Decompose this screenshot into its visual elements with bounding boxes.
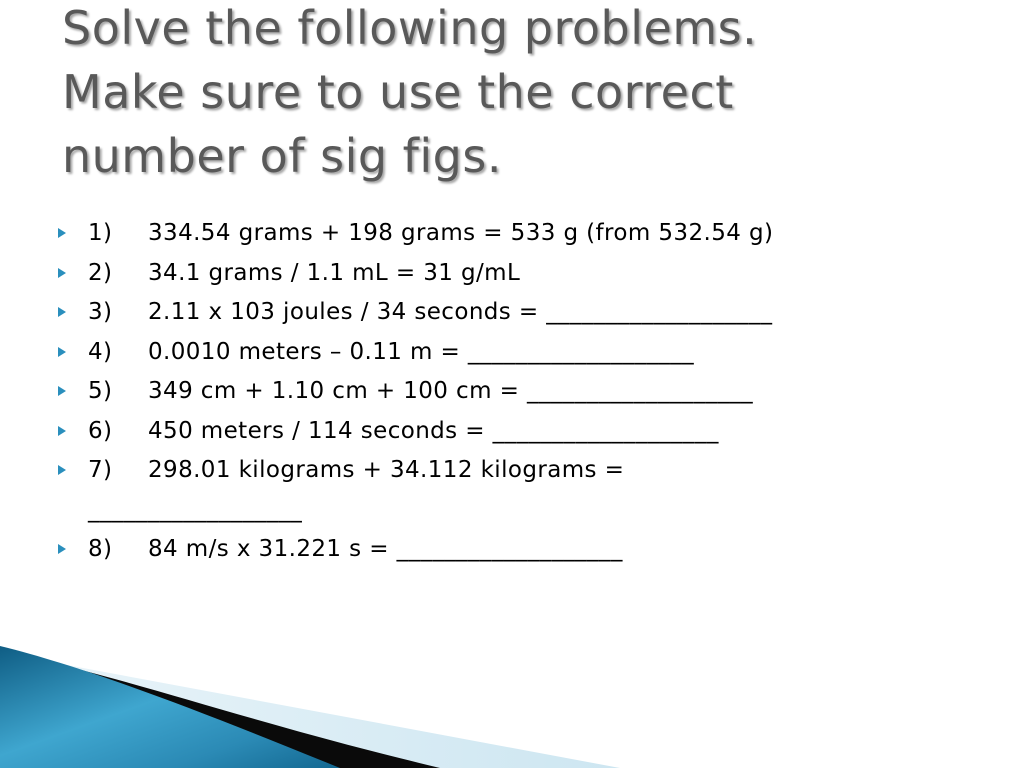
- problem-item-4: [56, 333, 956, 373]
- problem-text: 34.1 grams / 1.1 mL = 31 g/mL: [148, 259, 521, 286]
- answer-blank: __________________: [88, 496, 303, 523]
- bullet-triangle-icon: [58, 228, 66, 238]
- problem-item-3: [56, 293, 956, 333]
- problem-number: 4): [88, 338, 113, 365]
- problem-item-5: [56, 372, 956, 412]
- slide-title: [62, 0, 962, 188]
- problem-number: 8): [88, 536, 113, 562]
- problem-number: 5): [88, 378, 113, 404]
- bullet-triangle-icon: [58, 307, 66, 317]
- problem-list: [56, 214, 956, 570]
- problem-text: 450 meters / 114 seconds = ___________________: [148, 417, 719, 444]
- decorative-wave-graphic: [0, 640, 1024, 768]
- title-line: number of sig figs.: [62, 129, 502, 183]
- bullet-triangle-icon: [58, 426, 66, 436]
- title-line: Solve the following problems.: [62, 1, 758, 55]
- problem-text: 334.54 grams + 198 grams = 533 g (from 532.54 g): [148, 220, 774, 246]
- bullet-triangle-icon: [58, 465, 66, 475]
- title-line: Make sure to use the correct: [62, 65, 734, 119]
- problem-number: 1): [88, 220, 113, 246]
- problem-number: 7): [88, 457, 113, 483]
- problem-text: 0.0010 meters – 0.11 m = ___________________: [148, 338, 694, 365]
- problem-item-1: [56, 214, 956, 254]
- problem-item-2: [56, 254, 956, 294]
- bullet-triangle-icon: [58, 347, 66, 357]
- bullet-triangle-icon: [58, 544, 66, 554]
- problem-number: 3): [88, 299, 113, 325]
- bullet-triangle-icon: [58, 268, 66, 278]
- problem-text: 349 cm + 1.10 cm + 100 cm = ___________________: [148, 378, 754, 404]
- problem-text: 84 m/s x 31.221 s = ___________________: [148, 536, 623, 562]
- problem-item-7: [56, 451, 956, 530]
- problem-item-8: [56, 530, 956, 570]
- problem-number: 2): [88, 259, 113, 286]
- bullet-triangle-icon: [58, 386, 66, 396]
- problem-text: 298.01 kilograms + 34.112 kilograms =: [148, 457, 625, 483]
- problem-number: 6): [88, 417, 113, 444]
- problem-text: 2.11 x 103 joules / 34 seconds = ___________________: [148, 299, 773, 325]
- problem-item-6: [56, 412, 956, 452]
